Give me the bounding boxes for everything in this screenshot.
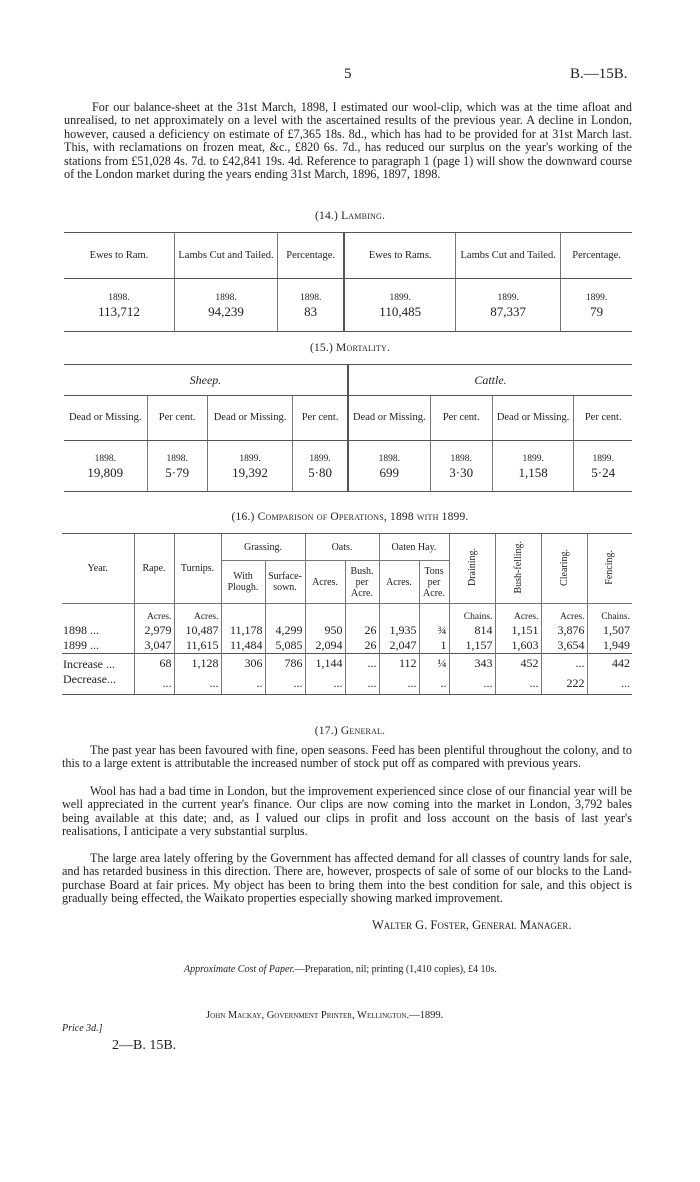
cost-note: Approximate Cost of Paper.—Preparation, nil; printing (1,410 copies), £4 10s. xyxy=(184,964,497,975)
row-label: Decrease... xyxy=(62,672,134,695)
unit-cell xyxy=(345,604,379,624)
mortality-cell: 1898. 19,809 xyxy=(64,441,147,492)
table-cell: ... xyxy=(134,672,174,695)
mortality-header: Dead or Missing. xyxy=(207,396,292,441)
table-cell: 11,484 xyxy=(221,638,265,654)
mortality-header: Dead or Missing. xyxy=(64,396,147,441)
table-cell: 11,615 xyxy=(174,638,221,654)
table-cell: 3,047 xyxy=(134,638,174,654)
unit-cell xyxy=(62,604,134,624)
mortality-cell: 1898. 699 xyxy=(348,441,430,492)
unit-cell xyxy=(379,604,419,624)
header-grassing: Grassing. xyxy=(221,534,305,561)
table-cell: 4,299 xyxy=(265,623,305,638)
table-cell: ¾ xyxy=(419,623,449,638)
table-cell: 1,949 xyxy=(587,638,632,654)
unit-cell xyxy=(221,604,265,624)
table-cell: 3,876 xyxy=(541,623,587,638)
page-number: 5 xyxy=(344,66,352,82)
table-cell: .. xyxy=(419,672,449,695)
row-label: Increase ... xyxy=(62,654,134,673)
lambing-header: Ewes to Rams. xyxy=(344,233,455,279)
table-cell: ... xyxy=(345,654,379,673)
table-row xyxy=(62,638,632,654)
unit-cell xyxy=(305,604,345,624)
table-cell: 442 xyxy=(587,654,632,673)
table-cell: ... xyxy=(541,654,587,673)
operations-title: (16.) Comparison of Operations, 1898 with 1899. xyxy=(231,511,469,523)
header-year: Year. xyxy=(62,534,134,604)
operations-table xyxy=(62,533,632,695)
header-surface-sown: Surface-sown. xyxy=(265,561,305,604)
signature: Walter G. Foster, General Manager. xyxy=(372,918,572,932)
mortality-header: Per cent. xyxy=(430,396,492,441)
general-paragraph-1: The past year has been favoured with fine, open seasons. Feed has been plentiful throughout the colony, and to this to a large extent is attributable the increased number of stock put off as compared with previous years. xyxy=(62,743,632,771)
table-cell: 343 xyxy=(449,654,495,673)
document-reference: B.—15B. xyxy=(570,66,628,82)
header-oaten-hay: Oaten Hay. xyxy=(379,534,449,561)
table-cell: ... xyxy=(587,672,632,695)
table-cell: 5,085 xyxy=(265,638,305,654)
header-with-plough: With Plough. xyxy=(221,561,265,604)
printer-imprint: John Mackay, Government Printer, Wellington.—1899. xyxy=(206,1010,444,1021)
mortality-header: Per cent. xyxy=(574,396,632,441)
mortality-cell: 1899. 19,392 xyxy=(207,441,292,492)
unit-cell: Acres. xyxy=(134,604,174,624)
table-cell: .. xyxy=(221,672,265,695)
table-cell: 950 xyxy=(305,623,345,638)
table-cell: ... xyxy=(305,672,345,695)
table-cell: ... xyxy=(495,672,541,695)
unit-cell: Acres. xyxy=(541,604,587,624)
mortality-cell: 1899. 1,158 xyxy=(492,441,574,492)
lambing-cell: 1898. 94,239 xyxy=(174,279,277,332)
general-title: (17.) General. xyxy=(314,725,386,737)
lambing-cell: 1898. 83 xyxy=(278,279,345,332)
table-cell: 1,128 xyxy=(174,654,221,673)
table-cell: ... xyxy=(265,672,305,695)
table-cell: 2,047 xyxy=(379,638,419,654)
table-cell: 26 xyxy=(345,623,379,638)
table-row xyxy=(62,672,632,695)
lambing-header: Percentage. xyxy=(561,233,632,279)
table-cell: 112 xyxy=(379,654,419,673)
mortality-header: Dead or Missing. xyxy=(348,396,430,441)
table-cell: 1,157 xyxy=(449,638,495,654)
table-cell: 786 xyxy=(265,654,305,673)
table-cell: ... xyxy=(174,672,221,695)
header-rape: Rape. xyxy=(134,534,174,604)
unit-cell: Acres. xyxy=(495,604,541,624)
lambing-header: Lambs Cut and Tailed. xyxy=(174,233,277,279)
mortality-cell: 1899. 5·80 xyxy=(293,441,348,492)
mortality-group-cattle: Cattle. xyxy=(348,365,632,396)
table-cell: 3,654 xyxy=(541,638,587,654)
row-label: 1898 ... xyxy=(63,623,99,637)
sheet-reference: 2—B. 15B. xyxy=(112,1038,177,1053)
table-cell: 306 xyxy=(221,654,265,673)
lambing-table xyxy=(64,232,632,332)
table-cell: 2,094 xyxy=(305,638,345,654)
table-cell: 11,178 xyxy=(221,623,265,638)
lambing-cell: 1898. 113,712 xyxy=(64,279,174,332)
table-cell: 1,144 xyxy=(305,654,345,673)
table-cell: 26 xyxy=(345,638,379,654)
table-cell: ... xyxy=(345,672,379,695)
lambing-title: (14.) Lambing. xyxy=(314,210,386,222)
header-clearing: Clearing. xyxy=(541,534,587,604)
lambing-header: Percentage. xyxy=(278,233,345,279)
header-tons-per-acre: Tons per Acre. xyxy=(419,561,449,604)
table-cell: 1 xyxy=(419,638,449,654)
mortality-title: (15.) Mortality. xyxy=(309,342,391,354)
header-fencing: Fencing. xyxy=(587,534,632,604)
unit-cell xyxy=(419,604,449,624)
header-hay-acres: Acres. xyxy=(379,561,419,604)
table-cell: 452 xyxy=(495,654,541,673)
mortality-cell: 1898. 5·79 xyxy=(147,441,207,492)
mortality-header: Per cent. xyxy=(147,396,207,441)
mortality-header: Dead or Missing. xyxy=(492,396,574,441)
header-turnips: Turnips. xyxy=(174,534,221,604)
table-cell: ... xyxy=(449,672,495,695)
table-cell: 1,507 xyxy=(587,623,632,638)
header-draining: Draining. xyxy=(449,534,495,604)
unit-cell: Chains. xyxy=(449,604,495,624)
mortality-header: Per cent. xyxy=(293,396,348,441)
table-row xyxy=(62,654,632,673)
intro-paragraph: For our balance-sheet at the 31st March, 1898, I estimated our wool-clip, which was at the time afloat and unrealised, to net approximately on a level with the ascertained results of the previous year. A decline in London, however, caused a deficiency on estimate of £7,365 18s. 8d., which has had to be provided for at 31st March last. This, with reclamations on frozen meat, &c., £820 6s. 7d., has reduced our surplus on the year's working of the stations from £51,028 4s. 7d. to £42,841 19s. 4d. Reference to paragraph 1 (page 1) will show the downward course of the London market during the years ending 31st March, 1896, 1897, 1898. xyxy=(64,100,632,182)
lambing-header: Ewes to Ram. xyxy=(64,233,174,279)
mortality-cell: 1899. 5·24 xyxy=(574,441,632,492)
mortality-group-sheep: Sheep. xyxy=(64,365,348,396)
mortality-cell: 1898. 3·30 xyxy=(430,441,492,492)
table-cell: 1,151 xyxy=(495,623,541,638)
table-cell: 10,487 xyxy=(174,623,221,638)
unit-cell: Acres. xyxy=(174,604,221,624)
header-oats-acres: Acres. xyxy=(305,561,345,604)
header-bush-per-acre: Bush. per Acre. xyxy=(345,561,379,604)
table-cell: 222 xyxy=(541,672,587,695)
table-cell: 814 xyxy=(449,623,495,638)
general-paragraph-2: Wool has had a bad time in London, but the improvement experienced since close of our financial year will be well appreciated in the current year's finance. Our clips are now coming into the market in London, 3,792 bales being available at this date; and, as I valued our clips in profit and loss account on the basis of last year's realisations, I anticipate a very substantial surplus. xyxy=(62,784,632,839)
unit-cell xyxy=(265,604,305,624)
table-cell: 1,603 xyxy=(495,638,541,654)
header-bush-felling: Bush-felling. xyxy=(495,534,541,604)
lambing-cell: 1899. 87,337 xyxy=(456,279,561,332)
lambing-cell: 1899. 79 xyxy=(561,279,632,332)
table-cell: ¼ xyxy=(419,654,449,673)
unit-cell: Chains. xyxy=(587,604,632,624)
table-cell: 1,935 xyxy=(379,623,419,638)
table-cell: 2,979 xyxy=(134,623,174,638)
table-cell: 68 xyxy=(134,654,174,673)
table-row xyxy=(62,623,632,638)
general-paragraph-3: The large area lately offering by the Government has affected demand for all classes of country lands for sale, and has retarded business in this direction. There are, however, prospects of sale of some of our blocks to the Land-purchase Board at fair prices. My object has been to bring them into the best condition for sale, and this object is gradually being effected, the Waikato properties especially showing marked improvement. xyxy=(62,851,632,906)
table-cell: ... xyxy=(379,672,419,695)
header-oats: Oats. xyxy=(305,534,379,561)
lambing-header: Lambs Cut and Tailed. xyxy=(456,233,561,279)
lambing-cell: 1899. 110,485 xyxy=(344,279,455,332)
price: Price 3d.] xyxy=(62,1023,103,1034)
row-label: 1899 ... xyxy=(63,638,99,652)
mortality-table xyxy=(64,364,632,492)
